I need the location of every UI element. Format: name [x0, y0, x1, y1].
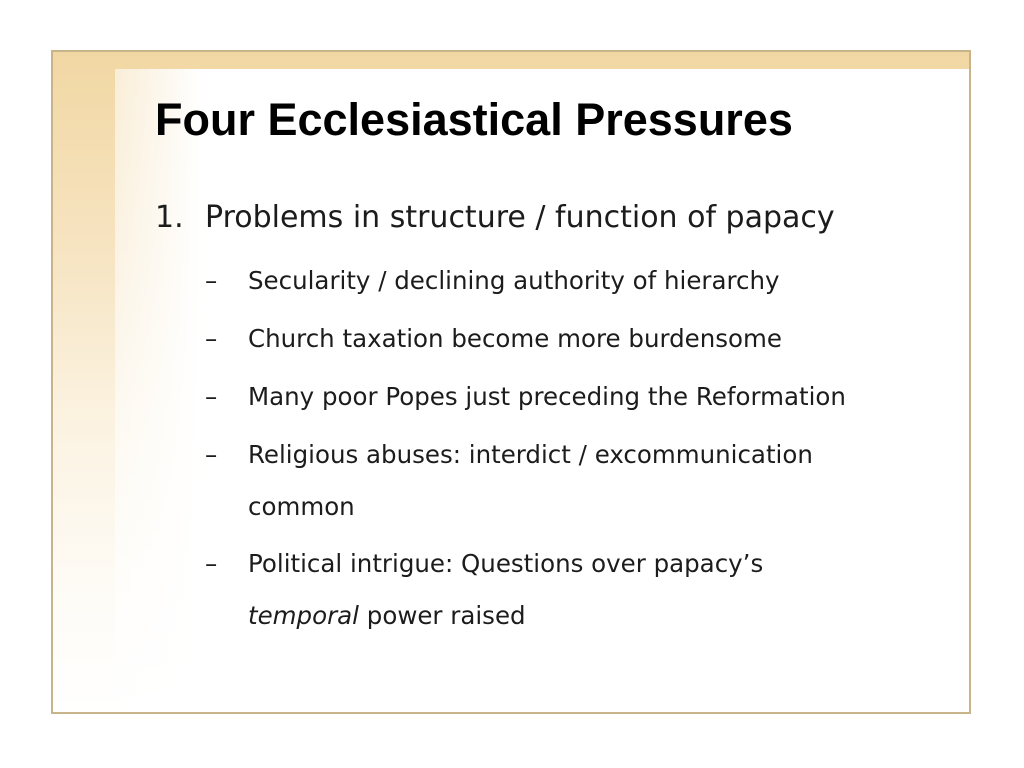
subpoint-taxation [205, 313, 782, 365]
subpoint-text: Church taxation become more burdensome [248, 324, 782, 353]
subpoint-dash: – [205, 324, 218, 353]
point-number: 1. [155, 200, 184, 235]
subpoint-text: Many poor Popes just preceding the Reformation [248, 382, 846, 411]
subpoint-text: Secularity / declining authority of hierarchy [248, 266, 780, 295]
subpoint-continuation: power raised [358, 601, 526, 630]
subpoint-dash: – [205, 440, 218, 469]
subpoint-continuation-line [205, 590, 763, 642]
subpoint-dash: – [205, 266, 218, 295]
slide-title: Four Ecclesiastical Pressures [155, 94, 793, 145]
numbered-point [155, 196, 835, 240]
subpoint-dash: – [205, 382, 218, 411]
subpoint-political-intrigue [205, 538, 763, 642]
subpoint-text: Religious abuses: interdict / excommunication [248, 440, 813, 469]
subpoint-italic-word: temporal [248, 601, 359, 630]
point-text: Problems in structure / function of papacy [205, 200, 835, 235]
subpoint-continuation: common [248, 492, 355, 521]
subpoint-dash: – [205, 549, 218, 578]
subpoint-text: Political intrigue: Questions over papacy’s [248, 549, 764, 578]
subpoint-popes [205, 371, 846, 423]
subpoint-religious-abuses [205, 429, 813, 533]
subpoint-secularity [205, 255, 780, 307]
